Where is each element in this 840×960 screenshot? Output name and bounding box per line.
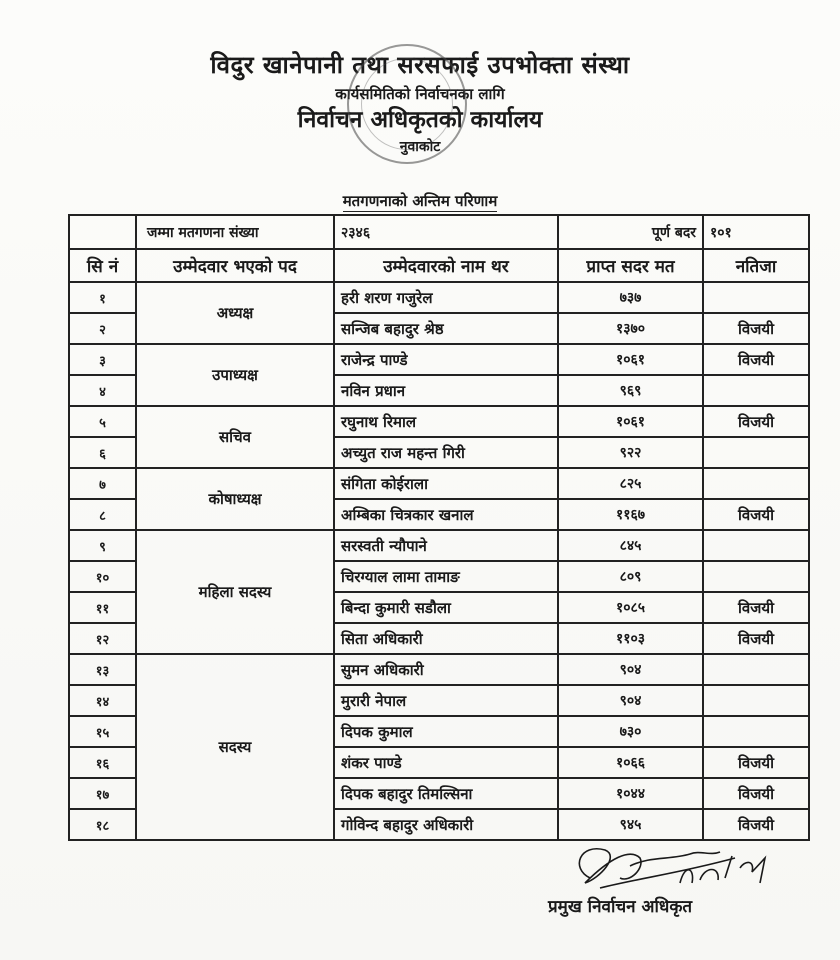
serial-number-cell: १२ <box>69 623 136 654</box>
candidate-name-cell: मुरारी नेपाल <box>334 685 558 716</box>
organization-name: विदुर खानेपानी तथा सरसफाई उपभोक्ता संस्था <box>210 51 630 79</box>
office-name: निर्वाचन अधिकृतको कार्यालय <box>297 107 543 133</box>
votes-cell: १०६६ <box>558 747 703 778</box>
col-header-serial: सि नं <box>69 249 136 282</box>
results-table <box>68 214 810 841</box>
votes-cell: ७३० <box>558 716 703 747</box>
serial-number-cell: २ <box>69 313 136 344</box>
header-row <box>69 249 809 282</box>
col-header-votes: प्राप्त सदर मत <box>558 249 703 282</box>
subtitle: कार्यसमितिको निर्वाचनका लागि <box>335 85 505 103</box>
candidate-name-cell: दिपक कुमाल <box>334 716 558 747</box>
result-cell <box>703 468 809 499</box>
serial-number-cell: ५ <box>69 406 136 437</box>
serial-number-cell: ७ <box>69 468 136 499</box>
votes-cell: ९२२ <box>558 437 703 468</box>
result-cell: विजयी <box>703 344 809 375</box>
candidate-name-cell: चिरग्याल लामा तामाङ <box>334 561 558 592</box>
post-cell: अध्यक्ष <box>136 282 334 344</box>
candidate-name-cell: दिपक बहादुर तिमल्सिना <box>334 778 558 809</box>
document-title <box>0 191 840 211</box>
serial-number-cell: ११ <box>69 592 136 623</box>
post-cell: सचिव <box>136 406 334 468</box>
post-cell: उपाध्यक्ष <box>136 344 334 406</box>
votes-cell: ७३७ <box>558 282 703 313</box>
result-cell: विजयी <box>703 747 809 778</box>
candidate-name-cell: बिन्दा कुमारी सडौला <box>334 592 558 623</box>
col-header-result: नतिजा <box>703 249 809 282</box>
votes-cell: १०४४ <box>558 778 703 809</box>
result-cell: विजयी <box>703 592 809 623</box>
serial-number-cell: १ <box>69 282 136 313</box>
votes-cell: ११६७ <box>558 499 703 530</box>
result-cell: विजयी <box>703 778 809 809</box>
votes-cell: ९४५ <box>558 809 703 840</box>
table-row <box>69 344 809 375</box>
post-cell: सदस्य <box>136 654 334 840</box>
votes-cell: ९०४ <box>558 685 703 716</box>
table-row <box>69 282 809 313</box>
table-row <box>69 406 809 437</box>
document-title-text: मतगणनाको अन्तिम परिणाम <box>342 192 498 210</box>
serial-number-cell: ४ <box>69 375 136 406</box>
candidate-name-cell: गोविन्द बहादुर अधिकारी <box>334 809 558 840</box>
total-votes-label: जम्मा मतगणना संख्या <box>136 215 334 249</box>
candidate-name-cell: सिता अधिकारी <box>334 623 558 654</box>
votes-cell: ९६९ <box>558 375 703 406</box>
candidate-name-cell: राजेन्द्र पाण्डे <box>334 344 558 375</box>
votes-cell: १३७० <box>558 313 703 344</box>
signature-icon <box>560 838 810 898</box>
candidate-name-cell: अम्बिका चित्रकार खनाल <box>334 499 558 530</box>
serial-number-cell: १० <box>69 561 136 592</box>
table-row <box>69 530 809 561</box>
result-cell: विजयी <box>703 313 809 344</box>
result-cell: विजयी <box>703 406 809 437</box>
table-row <box>69 654 809 685</box>
result-cell: विजयी <box>703 499 809 530</box>
result-cell <box>703 685 809 716</box>
result-cell <box>703 716 809 747</box>
votes-cell: ११०३ <box>558 623 703 654</box>
serial-number-cell: १७ <box>69 778 136 809</box>
result-cell: विजयी <box>703 623 809 654</box>
candidate-name-cell: सुमन अधिकारी <box>334 654 558 685</box>
candidate-name-cell: रघुनाथ रिमाल <box>334 406 558 437</box>
post-cell: महिला सदस्य <box>136 530 334 654</box>
result-cell <box>703 375 809 406</box>
summary-row <box>69 215 809 249</box>
votes-cell: ८२५ <box>558 468 703 499</box>
votes-cell: ८४५ <box>558 530 703 561</box>
invalid-votes-value: १०१ <box>703 215 809 249</box>
invalid-votes-label: पूर्ण बदर <box>558 215 703 249</box>
serial-number-cell: १६ <box>69 747 136 778</box>
candidate-name-cell: हरी शरण गजुरेल <box>334 282 558 313</box>
candidate-name-cell: सरस्वती न्यौपाने <box>334 530 558 561</box>
result-cell <box>703 530 809 561</box>
serial-number-cell: ६ <box>69 437 136 468</box>
col-header-post: उम्मेदवार भएको पद <box>136 249 334 282</box>
candidate-name-cell: संगिता कोईराला <box>334 468 558 499</box>
serial-number-cell: ९ <box>69 530 136 561</box>
signature-title: प्रमुख निर्वाचन अधिकृत <box>548 897 693 917</box>
result-cell <box>703 561 809 592</box>
candidate-name-cell: सन्जिब बहादुर श्रेष्ठ <box>334 313 558 344</box>
votes-cell: १०६१ <box>558 406 703 437</box>
result-cell <box>703 654 809 685</box>
serial-number-cell: १३ <box>69 654 136 685</box>
votes-cell: ९०४ <box>558 654 703 685</box>
serial-number-cell: १८ <box>69 809 136 840</box>
table-row <box>69 468 809 499</box>
candidate-name-cell: नविन प्रधान <box>334 375 558 406</box>
col-header-name: उम्मेदवारको नाम थर <box>334 249 558 282</box>
post-cell: कोषाध्यक्ष <box>136 468 334 530</box>
total-votes-value: २३४६ <box>334 215 558 249</box>
candidate-name-cell: शंकर पाण्डे <box>334 747 558 778</box>
candidate-name-cell: अच्युत राज महन्त गिरी <box>334 437 558 468</box>
votes-cell: ८०९ <box>558 561 703 592</box>
result-cell: विजयी <box>703 809 809 840</box>
result-cell <box>703 437 809 468</box>
summary-blank-cell <box>69 215 136 249</box>
result-cell <box>703 282 809 313</box>
votes-cell: १०८५ <box>558 592 703 623</box>
serial-number-cell: ३ <box>69 344 136 375</box>
votes-cell: १०६१ <box>558 344 703 375</box>
location: नुवाकोट <box>399 139 441 155</box>
official-stamp-icon <box>347 44 467 164</box>
serial-number-cell: ८ <box>69 499 136 530</box>
serial-number-cell: १४ <box>69 685 136 716</box>
serial-number-cell: १५ <box>69 716 136 747</box>
